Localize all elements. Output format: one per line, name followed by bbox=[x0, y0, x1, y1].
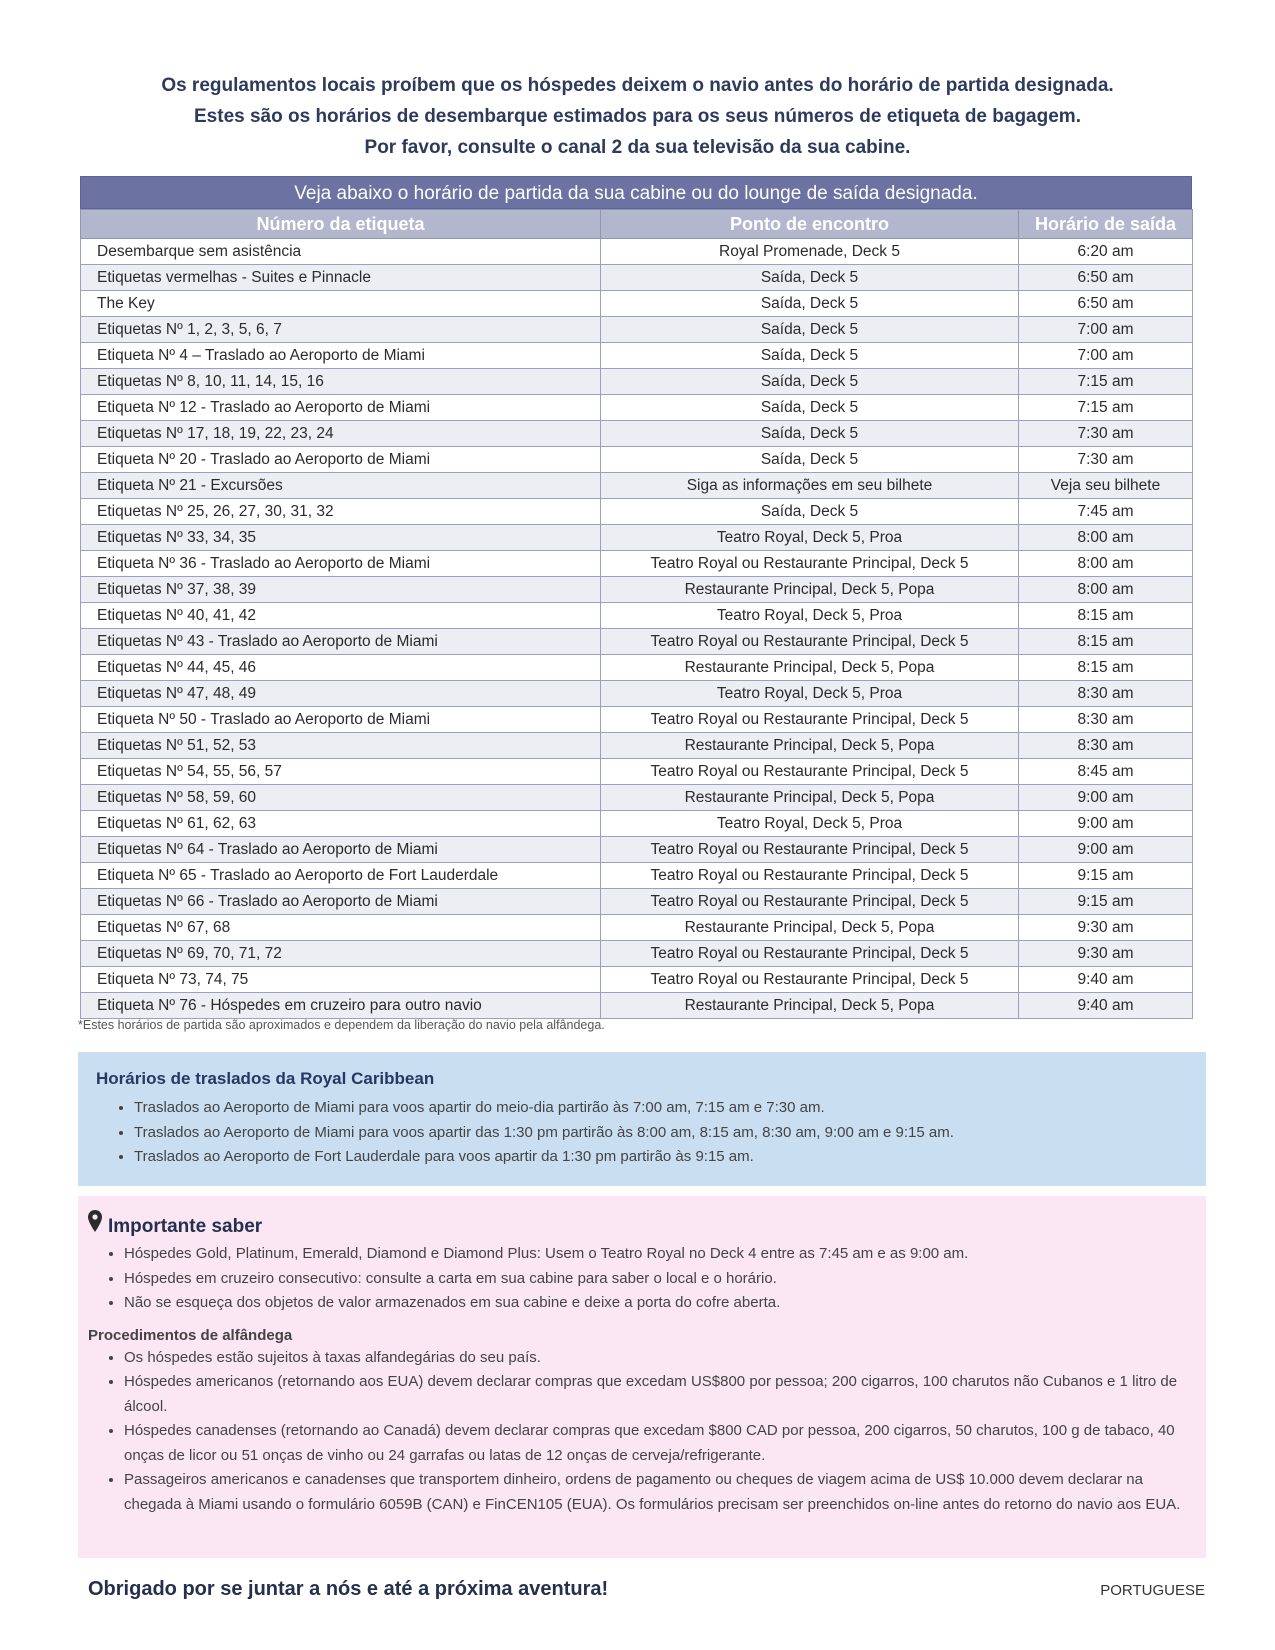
table-row bbox=[81, 369, 1193, 395]
cell-tag-number: Etiqueta Nº 76 - Hóspedes em cruzeiro para outro navio bbox=[81, 993, 601, 1019]
cell-departure-time: 9:30 am bbox=[1019, 941, 1193, 967]
cell-tag-number: Etiquetas Nº 1, 2, 3, 5, 6, 7 bbox=[81, 317, 601, 343]
table-row bbox=[81, 889, 1193, 915]
cell-tag-number: Etiquetas Nº 54, 55, 56, 57 bbox=[81, 759, 601, 785]
cell-departure-time: 6:50 am bbox=[1019, 265, 1193, 291]
table-row bbox=[81, 811, 1193, 837]
cell-departure-time: 8:15 am bbox=[1019, 603, 1193, 629]
cell-meeting-point: Saída, Deck 5 bbox=[601, 265, 1019, 291]
cell-meeting-point: Restaurante Principal, Deck 5, Popa bbox=[601, 733, 1019, 759]
column-header-meeting-point: Ponto de encontro bbox=[601, 210, 1019, 239]
list-item: • Hóspedes Gold, Platinum, Emerald, Diamond e Diamond Plus: Usem o Teatro Royal no Deck 4 entre as 7:45 am e as 9:00 am. bbox=[124, 1242, 1196, 1267]
cell-tag-number: Etiquetas Nº 64 - Traslado ao Aeroporto de Miami bbox=[81, 837, 601, 863]
table-row bbox=[81, 499, 1193, 525]
table-row bbox=[81, 291, 1193, 317]
cell-meeting-point: Saída, Deck 5 bbox=[601, 499, 1019, 525]
table-row bbox=[81, 655, 1193, 681]
table-row bbox=[81, 967, 1193, 993]
cell-departure-time: 6:50 am bbox=[1019, 291, 1193, 317]
table-body bbox=[81, 239, 1193, 1019]
list-item: • Traslados ao Aeroporto de Fort Lauderdale para voos apartir da 1:30 pm partirão às 9:15 am. bbox=[134, 1145, 1188, 1170]
cell-tag-number: Etiquetas Nº 66 - Traslado ao Aeroporto de Miami bbox=[81, 889, 601, 915]
table-row bbox=[81, 993, 1193, 1019]
thank-you-message: Obrigado por se juntar a nós e até a próxima aventura! bbox=[88, 1578, 609, 1600]
table-row bbox=[81, 421, 1193, 447]
table-row bbox=[81, 577, 1193, 603]
cell-meeting-point: Saída, Deck 5 bbox=[601, 447, 1019, 473]
cell-departure-time: 7:30 am bbox=[1019, 421, 1193, 447]
table-row bbox=[81, 785, 1193, 811]
cell-meeting-point: Teatro Royal, Deck 5, Proa bbox=[601, 525, 1019, 551]
shuttle-schedule-title: Horários de traslados da Royal Caribbean bbox=[96, 1069, 435, 1088]
table-row bbox=[81, 395, 1193, 421]
cell-meeting-point: Teatro Royal ou Restaurante Principal, Deck 5 bbox=[601, 759, 1019, 785]
cell-departure-time: 7:45 am bbox=[1019, 499, 1193, 525]
cell-departure-time: 8:00 am bbox=[1019, 525, 1193, 551]
cell-meeting-point: Royal Promenade, Deck 5 bbox=[601, 239, 1019, 265]
cell-departure-time: Veja seu bilhete bbox=[1019, 473, 1193, 499]
cell-tag-number: Etiqueta Nº 12 - Traslado ao Aeroporto de Miami bbox=[81, 395, 601, 421]
language-label: PORTUGUESE bbox=[1100, 1582, 1205, 1599]
cell-departure-time: 9:40 am bbox=[1019, 993, 1193, 1019]
list-item: • Traslados ao Aeroporto de Miami para voos apartir do meio-dia partirão às 7:00 am, 7:15 am e 7:30 am. bbox=[134, 1096, 1188, 1121]
cell-tag-number: Etiquetas Nº 51, 52, 53 bbox=[81, 733, 601, 759]
cell-meeting-point: Teatro Royal ou Restaurante Principal, Deck 5 bbox=[601, 837, 1019, 863]
header-line-1: Os regulamentos locais proíbem que os hóspedes deixem o navio antes do horário de partida designada. bbox=[161, 75, 1114, 96]
disembarkation-table bbox=[80, 209, 1193, 1019]
cell-meeting-point: Teatro Royal ou Restaurante Principal, Deck 5 bbox=[601, 941, 1019, 967]
table-row bbox=[81, 863, 1193, 889]
cell-tag-number: Etiquetas Nº 67, 68 bbox=[81, 915, 601, 941]
cell-tag-number: Etiquetas Nº 44, 45, 46 bbox=[81, 655, 601, 681]
cell-meeting-point: Teatro Royal ou Restaurante Principal, Deck 5 bbox=[601, 889, 1019, 915]
cell-departure-time: 7:00 am bbox=[1019, 317, 1193, 343]
cell-tag-number: Etiqueta Nº 65 - Traslado ao Aeroporto de Fort Lauderdale bbox=[81, 863, 601, 889]
table-row bbox=[81, 733, 1193, 759]
cell-departure-time: 6:20 am bbox=[1019, 239, 1193, 265]
cell-tag-number: Etiqueta Nº 73, 74, 75 bbox=[81, 967, 601, 993]
cell-meeting-point: Restaurante Principal, Deck 5, Popa bbox=[601, 577, 1019, 603]
cell-meeting-point: Teatro Royal, Deck 5, Proa bbox=[601, 811, 1019, 837]
table-footnote: *Estes horários de partida são aproximados e dependem da liberação do navio pela alfândega. bbox=[78, 1018, 605, 1032]
table-row bbox=[81, 473, 1193, 499]
cell-meeting-point: Teatro Royal, Deck 5, Proa bbox=[601, 603, 1019, 629]
table-row bbox=[81, 447, 1193, 473]
table-row bbox=[81, 681, 1193, 707]
cell-departure-time: 9:30 am bbox=[1019, 915, 1193, 941]
shuttle-schedule-box bbox=[78, 1052, 1206, 1186]
cell-tag-number: Etiquetas Nº 61, 62, 63 bbox=[81, 811, 601, 837]
cell-tag-number: Etiquetas vermelhas - Suites e Pinnacle bbox=[81, 265, 601, 291]
cell-meeting-point: Restaurante Principal, Deck 5, Popa bbox=[601, 785, 1019, 811]
cell-tag-number: The Key bbox=[81, 291, 601, 317]
table-row bbox=[81, 343, 1193, 369]
column-header-departure-time: Horário de saída bbox=[1019, 210, 1193, 239]
important-info-box bbox=[78, 1196, 1206, 1558]
header-line-2: Estes são os horários de desembarque estimados para os seus números de etiqueta de bagagem. bbox=[194, 106, 1081, 127]
cell-tag-number: Etiqueta Nº 50 - Traslado ao Aeroporto de Miami bbox=[81, 707, 601, 733]
cell-meeting-point: Teatro Royal ou Restaurante Principal, Deck 5 bbox=[601, 967, 1019, 993]
cell-meeting-point: Saída, Deck 5 bbox=[601, 291, 1019, 317]
cell-meeting-point: Restaurante Principal, Deck 5, Popa bbox=[601, 655, 1019, 681]
customs-title: Procedimentos de alfândega bbox=[88, 1326, 293, 1344]
page-header bbox=[0, 70, 1275, 163]
cell-departure-time: 9:15 am bbox=[1019, 889, 1193, 915]
cell-departure-time: 8:30 am bbox=[1019, 707, 1193, 733]
list-item: • Os hóspedes estão sujeitos à taxas alfandegárias do seu país. bbox=[124, 1346, 1196, 1371]
cell-meeting-point: Saída, Deck 5 bbox=[601, 395, 1019, 421]
disembarkation-table-section bbox=[80, 176, 1192, 1019]
cell-departure-time: 8:45 am bbox=[1019, 759, 1193, 785]
cell-departure-time: 9:40 am bbox=[1019, 967, 1193, 993]
cell-departure-time: 7:30 am bbox=[1019, 447, 1193, 473]
cell-departure-time: 7:15 am bbox=[1019, 395, 1193, 421]
map-pin-icon bbox=[88, 1210, 102, 1232]
cell-tag-number: Etiqueta Nº 20 - Traslado ao Aeroporto de Miami bbox=[81, 447, 601, 473]
table-row bbox=[81, 837, 1193, 863]
shuttle-schedule-list bbox=[96, 1096, 1188, 1170]
list-item: • Hóspedes americanos (retornando aos EUA) devem declarar compras que excedam US$800 por pessoa; 200 cigarros, 100 charutos não Cubanos e 1 litro de álcool. bbox=[124, 1370, 1196, 1419]
table-row bbox=[81, 603, 1193, 629]
cell-meeting-point: Siga as informações em seu bilhete bbox=[601, 473, 1019, 499]
cell-tag-number: Desembarque sem asistência bbox=[81, 239, 601, 265]
cell-departure-time: 7:15 am bbox=[1019, 369, 1193, 395]
cell-tag-number: Etiquetas Nº 58, 59, 60 bbox=[81, 785, 601, 811]
table-row bbox=[81, 915, 1193, 941]
cell-meeting-point: Teatro Royal ou Restaurante Principal, Deck 5 bbox=[601, 551, 1019, 577]
cell-departure-time: 8:00 am bbox=[1019, 551, 1193, 577]
cell-tag-number: Etiquetas Nº 33, 34, 35 bbox=[81, 525, 601, 551]
cell-tag-number: Etiquetas Nº 37, 38, 39 bbox=[81, 577, 601, 603]
cell-meeting-point: Teatro Royal ou Restaurante Principal, Deck 5 bbox=[601, 629, 1019, 655]
cell-departure-time: 9:00 am bbox=[1019, 811, 1193, 837]
list-item: • Hóspedes em cruzeiro consecutivo: consulte a carta em sua cabine para saber o local e o horário. bbox=[124, 1267, 1196, 1292]
table-row bbox=[81, 265, 1193, 291]
table-header-row bbox=[81, 210, 1193, 239]
cell-departure-time: 8:30 am bbox=[1019, 681, 1193, 707]
table-row bbox=[81, 759, 1193, 785]
cell-meeting-point: Saída, Deck 5 bbox=[601, 369, 1019, 395]
cell-tag-number: Etiquetas Nº 40, 41, 42 bbox=[81, 603, 601, 629]
cell-meeting-point: Saída, Deck 5 bbox=[601, 343, 1019, 369]
cell-meeting-point: Teatro Royal ou Restaurante Principal, Deck 5 bbox=[601, 707, 1019, 733]
important-list bbox=[88, 1242, 1196, 1316]
important-title: Importante saber bbox=[108, 1216, 263, 1237]
table-row bbox=[81, 629, 1193, 655]
cell-tag-number: Etiquetas Nº 17, 18, 19, 22, 23, 24 bbox=[81, 421, 601, 447]
column-header-tag-number: Número da etiqueta bbox=[81, 210, 601, 239]
cell-departure-time: 8:15 am bbox=[1019, 655, 1193, 681]
cell-meeting-point: Teatro Royal ou Restaurante Principal, Deck 5 bbox=[601, 863, 1019, 889]
important-title-row bbox=[88, 1216, 1196, 1238]
cell-departure-time: 8:30 am bbox=[1019, 733, 1193, 759]
cell-meeting-point: Restaurante Principal, Deck 5, Popa bbox=[601, 915, 1019, 941]
cell-meeting-point: Teatro Royal, Deck 5, Proa bbox=[601, 681, 1019, 707]
list-item: • Hóspedes canadenses (retornando ao Canadá) devem declarar compras que excedam $800 CAD por pessoa, 200 cigarros, 50 charutos, 100 g de tabaco, 40 onças de licor ou 51 onças de vinho ou 24 garrafas ou latas de 12 onças de cerveja/refrigerante. bbox=[124, 1419, 1196, 1468]
cell-departure-time: 9:15 am bbox=[1019, 863, 1193, 889]
table-row bbox=[81, 317, 1193, 343]
table-row bbox=[81, 941, 1193, 967]
cell-departure-time: 7:00 am bbox=[1019, 343, 1193, 369]
cell-tag-number: Etiquetas Nº 69, 70, 71, 72 bbox=[81, 941, 601, 967]
list-item: • Traslados ao Aeroporto de Miami para voos apartir das 1:30 pm partirão às 8:00 am, 8:15 am, 8:30 am, 9:00 am e 9:15 am. bbox=[134, 1121, 1188, 1146]
cell-tag-number: Etiqueta Nº 4 – Traslado ao Aeroporto de Miami bbox=[81, 343, 601, 369]
cell-departure-time: 8:15 am bbox=[1019, 629, 1193, 655]
table-banner: Veja abaixo o horário de partida da sua cabine ou do lounge de saída designada. bbox=[80, 176, 1192, 209]
table-row bbox=[81, 525, 1193, 551]
cell-tag-number: Etiquetas Nº 25, 26, 27, 30, 31, 32 bbox=[81, 499, 601, 525]
cell-departure-time: 9:00 am bbox=[1019, 785, 1193, 811]
cell-meeting-point: Saída, Deck 5 bbox=[601, 317, 1019, 343]
cell-departure-time: 9:00 am bbox=[1019, 837, 1193, 863]
table-row bbox=[81, 707, 1193, 733]
list-item: • Passageiros americanos e canadenses que transportem dinheiro, ordens de pagamento ou cheques de viagem acima de US$ 10.000 devem declarar na chegada à Miami usando o formulário 6059B (CAN) e FinCEN105 (EUA). Os formulários precisam ser preenchidos on-line antes do retorno do navio aos EUA. bbox=[124, 1468, 1196, 1517]
table-row bbox=[81, 551, 1193, 577]
list-item: • Não se esqueça dos objetos de valor armazenados em sua cabine e deixe a porta do cofre aberta. bbox=[124, 1291, 1196, 1316]
cell-tag-number: Etiqueta Nº 36 - Traslado ao Aeroporto de Miami bbox=[81, 551, 601, 577]
cell-meeting-point: Restaurante Principal, Deck 5, Popa bbox=[601, 993, 1019, 1019]
cell-tag-number: Etiquetas Nº 43 - Traslado ao Aeroporto de Miami bbox=[81, 629, 601, 655]
header-line-3: Por favor, consulte o canal 2 da sua televisão da sua cabine. bbox=[364, 137, 911, 158]
cell-tag-number: Etiquetas Nº 8, 10, 11, 14, 15, 16 bbox=[81, 369, 601, 395]
customs-list bbox=[88, 1346, 1196, 1518]
cell-tag-number: Etiqueta Nº 21 - Excursões bbox=[81, 473, 601, 499]
cell-tag-number: Etiquetas Nº 47, 48, 49 bbox=[81, 681, 601, 707]
cell-meeting-point: Saída, Deck 5 bbox=[601, 421, 1019, 447]
cell-departure-time: 8:00 am bbox=[1019, 577, 1193, 603]
table-row bbox=[81, 239, 1193, 265]
